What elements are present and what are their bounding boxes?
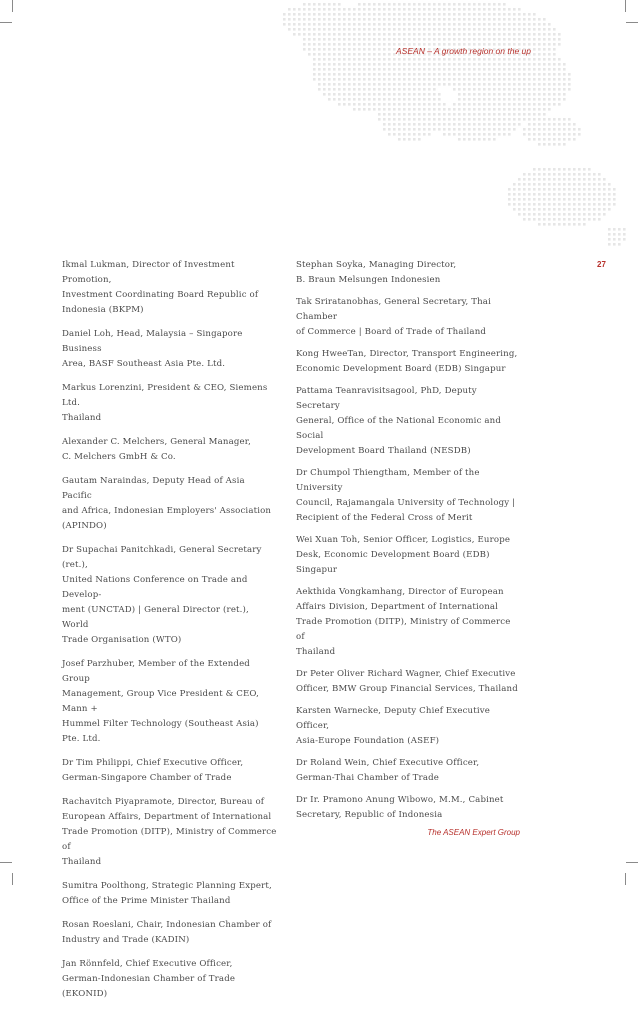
expert-entry: Markus Lorenzini, President & CEO, Siemens Ltd. Thailand	[62, 383, 268, 423]
expert-entry: Rosan Roeslani, Chair, Indonesian Chamber of Industry and Trade (KADIN)	[62, 920, 272, 945]
right-column	[296, 258, 518, 830]
page-number: 27	[597, 260, 606, 269]
expert-entry: Ikmal Lukman, Director of Investment Promotion, Investment Coordinating Board Republic of Indonesia (BKPM)	[62, 260, 259, 315]
expert-entry: Jan Rönnfeld, Chief Executive Officer, German-Indonesian Chamber of Trade (EKONID)	[62, 959, 236, 999]
expert-entry: Dr Peter Oliver Richard Wagner, Chief Executive Officer, BMW Group Financial Services, Thailand	[296, 669, 518, 694]
expert-entry: Sumitra Poolthong, Strategic Planning Expert, Office of the Prime Minister Thailand	[62, 881, 272, 906]
crop-mark-top-left-h	[0, 22, 12, 23]
expert-entry: Rachavitch Piyapramote, Director, Bureau of European Affairs, Department of International Trade Promotion (DITP), Ministry of Commerce of Thailand	[62, 797, 277, 867]
expert-entry: Dr Chumpol Thiengtham, Member of the University Council, Rajamangala University of Technology | Recipient of the Federal Cross of Merit	[296, 468, 516, 523]
left-column	[62, 258, 277, 1011]
expert-entry: Alexander C. Melchers, General Manager, C. Melchers GmbH & Co.	[62, 437, 251, 462]
crop-mark-bottom-right-h	[626, 862, 638, 863]
expert-entry: Kong HweeTan, Director, Transport Engineering, Economic Development Board (EDB) Singapur	[296, 349, 518, 374]
expert-entry: Karsten Warnecke, Deputy Chief Executive Officer, Asia-Europe Foundation (ASEF)	[296, 706, 490, 746]
expert-entry: Aekthida Vongkamhang, Director of European Affairs Division, Department of International Trade Promotion (DITP), Ministry of Commerce of Thailand	[296, 587, 511, 657]
crop-mark-bottom-left-h	[0, 862, 12, 863]
expert-entry: Pattama Teanravisitsagool, PhD, Deputy Secretary General, Office of the National Economic and Social Development Board Thailand (NESDB)	[296, 386, 502, 456]
running-header: ASEAN – A growth region on the up	[396, 46, 531, 56]
expert-entry: Wei Xuan Toh, Senior Officer, Logistics, Europe Desk, Economic Development Board (EDB) Singapur	[296, 535, 511, 575]
expert-entry: Dr Supachai Panitchkadi, General Secretary (ret.), United Nations Conference on Trade and Develop- ment (UNCTAD) | General Director (ret.), World Trade Organisation (WTO)	[62, 545, 262, 645]
expert-entry: Stephan Soyka, Managing Director, B. Braun Melsungen Indonesien	[296, 260, 457, 285]
expert-entry: Daniel Loh, Head, Malaysia – Singapore Business Area, BASF Southeast Asia Pte. Ltd.	[62, 329, 243, 369]
dotted-world-map	[260, 0, 638, 250]
expert-entry: Gautam Naraindas, Deputy Head of Asia Pacific and Africa, Indonesian Employers' Association (APINDO)	[62, 476, 272, 531]
expert-entry: Dr Roland Wein, Chief Executive Officer, German-Thai Chamber of Trade	[296, 758, 480, 783]
crop-mark-bottom-right-v	[625, 873, 626, 885]
crop-mark-bottom-left-v	[12, 873, 13, 885]
expert-entry: Tak Sriratanobhas, General Secretary, Thai Chamber of Commerce | Board of Trade of Thailand	[296, 297, 491, 337]
expert-entry: Dr Tim Philippi, Chief Executive Officer, German-Singapore Chamber of Trade	[62, 758, 244, 783]
expert-entry: Josef Parzhuber, Member of the Extended Group Management, Group Vice President & CEO, Mann + Hummel Filter Technology (Southeast Asia) Pte. Ltd.	[62, 659, 259, 744]
crop-mark-top-left-v	[12, 0, 13, 12]
expert-entry: Dr Ir. Pramono Anung Wibowo, M.M., Cabinet Secretary, Republic of Indonesia	[296, 795, 504, 820]
running-footer: The ASEAN Expert Group	[427, 828, 520, 837]
